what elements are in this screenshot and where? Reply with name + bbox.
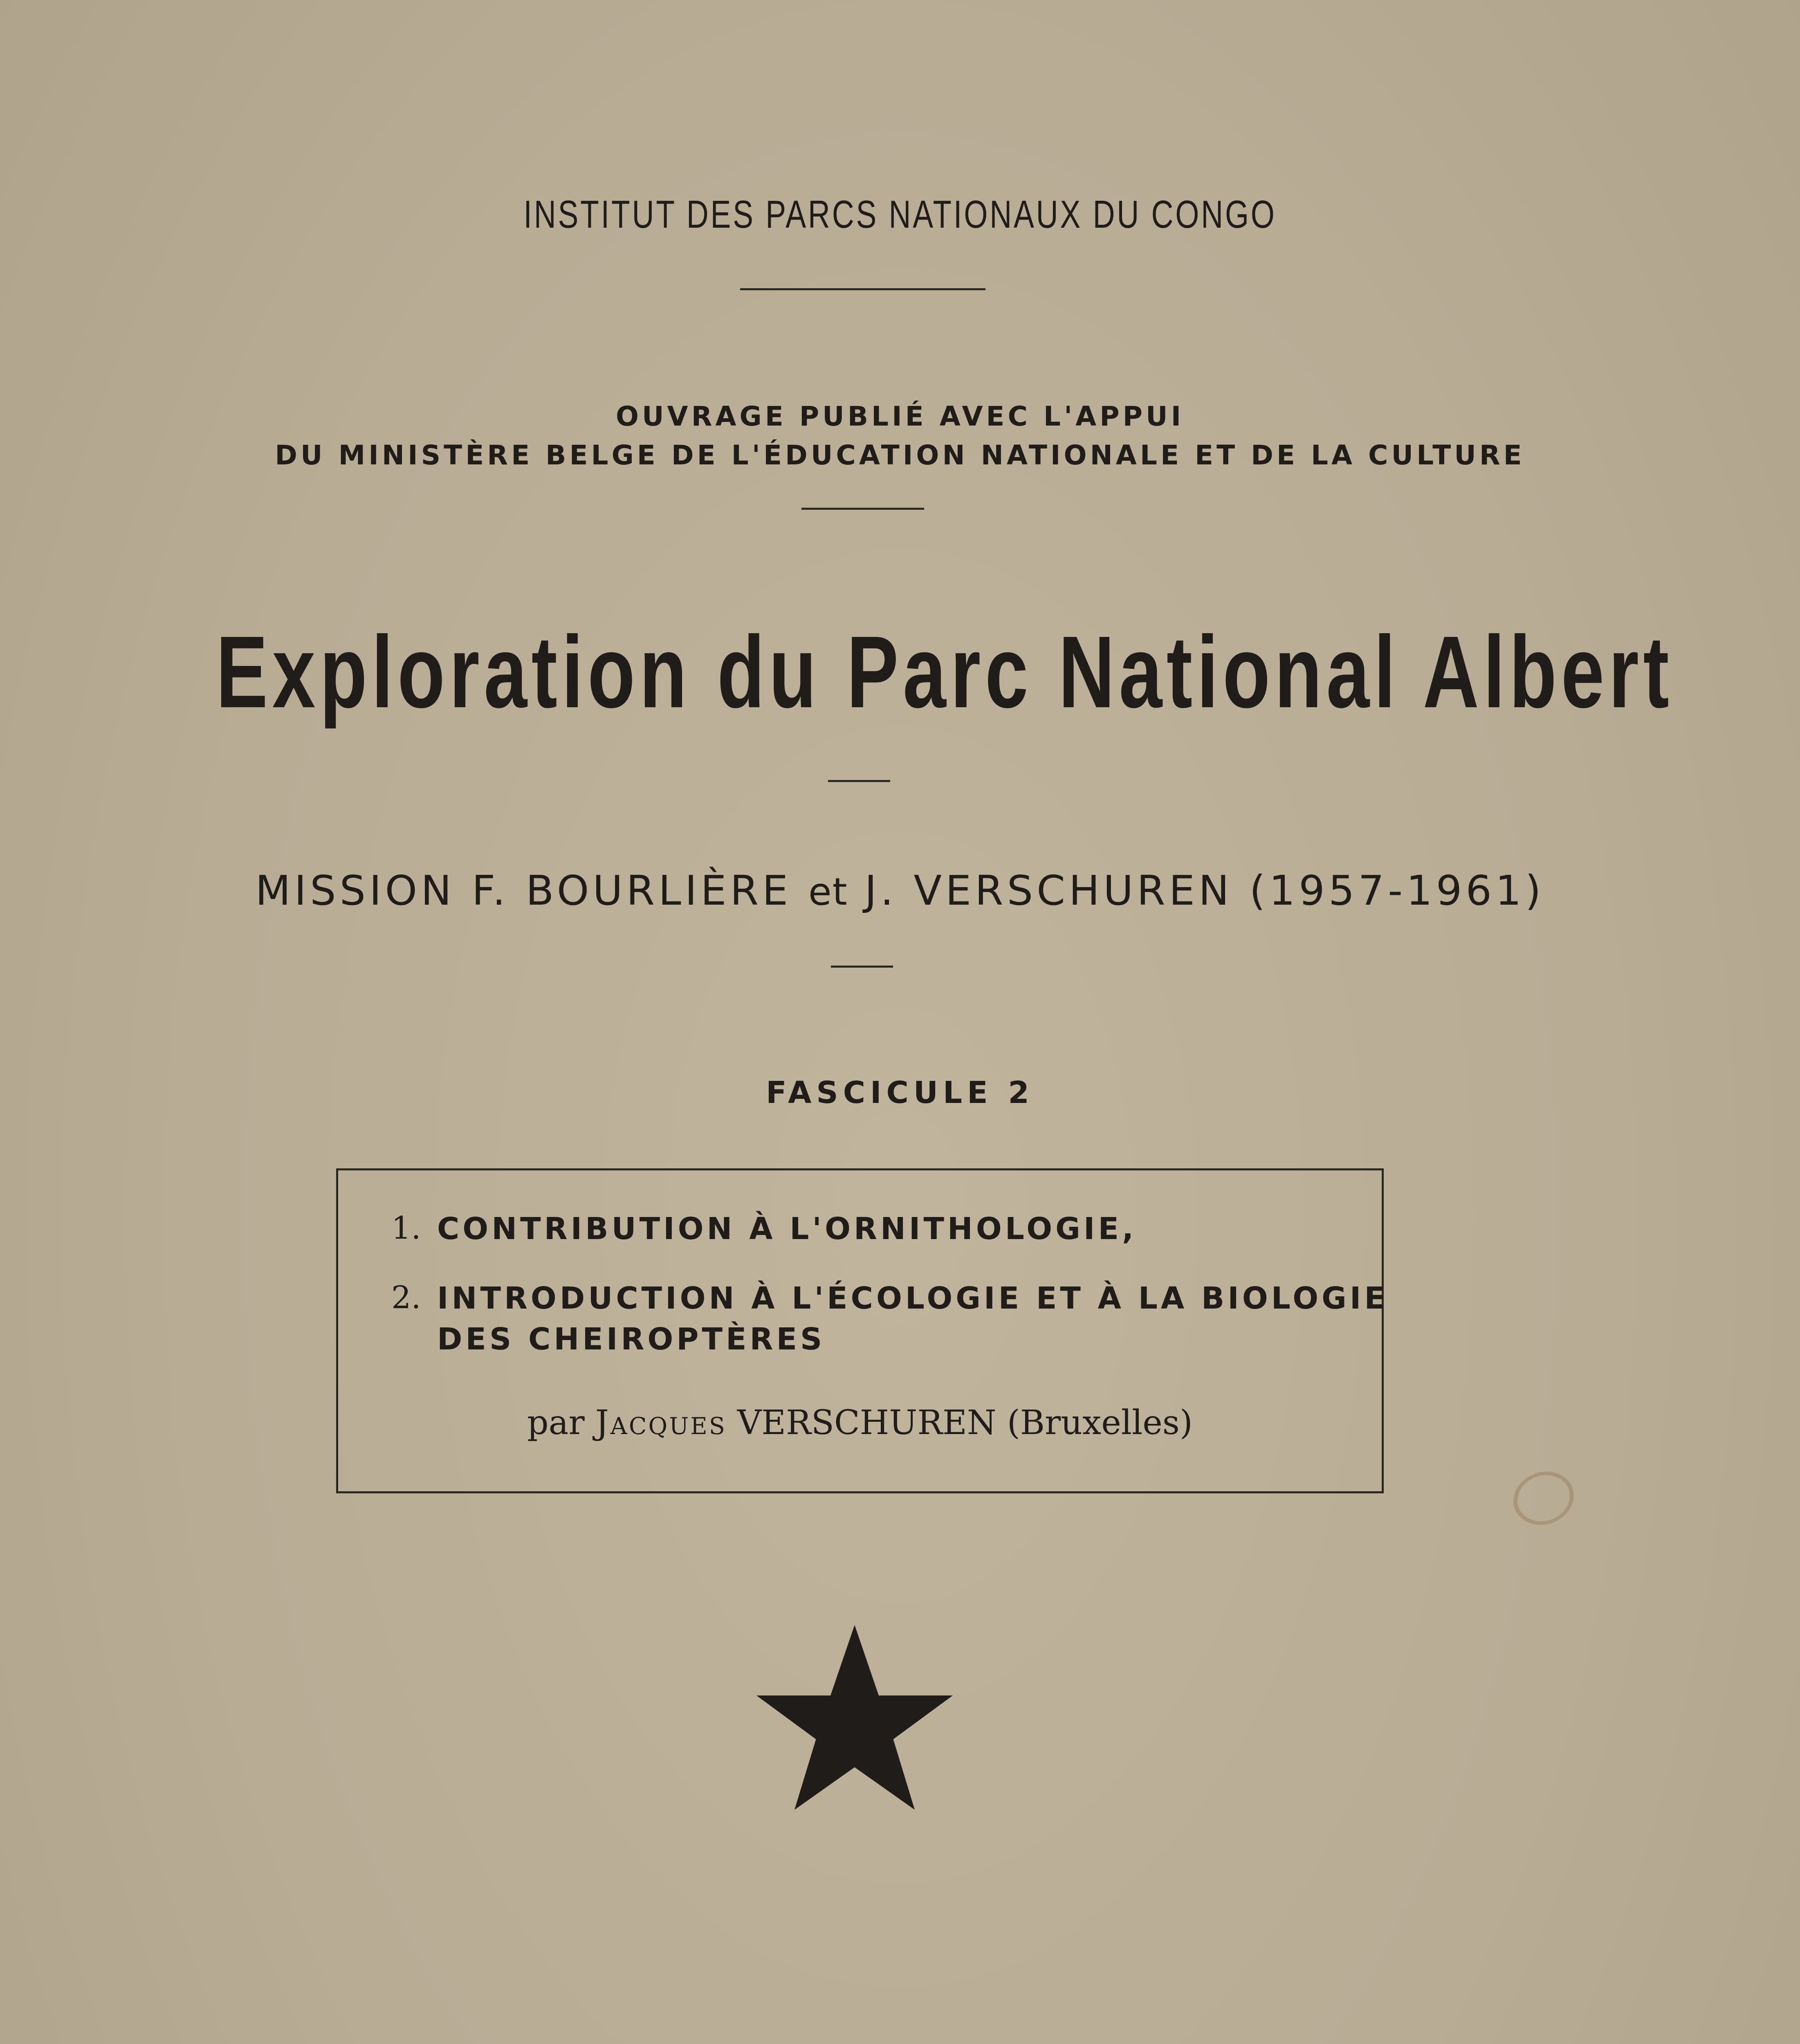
paper-stain [1506,1463,1582,1533]
mission-suffix: J. VERSCHUREN (1957-1961) [864,867,1545,914]
main-title: Exploration du Parc National Albert [216,615,1674,729]
mission-line [0,867,1800,914]
contents-box [336,1168,1388,1493]
item-number: 1. [391,1210,421,1246]
item-text: CONTRIBUTION À L'ORNITHOLOGIE, [437,1211,1137,1246]
institute-name: INSTITUT DES PARCS NATIONAUX DU CONGO [523,193,1277,236]
fascicule-label: FASCICULE 2 [766,1075,1034,1110]
rule-2 [801,508,924,510]
author-byline [338,1403,1382,1442]
item-text-continued: DES CHEIROPTÈRES [437,1322,826,1357]
support-line-2: DU MINISTÈRE BELGE DE L'ÉDUCATION NATIONALE ET DE LA CULTURE [275,439,1525,471]
author-place: (Bruxelles) [1007,1403,1193,1442]
item-number: 2. [391,1279,421,1316]
star-icon [752,1625,957,1821]
author-last-name: VERSCHUREN [737,1403,997,1442]
rule-4 [831,966,893,968]
rule-1 [740,288,985,290]
support-line-1: OUVRAGE PUBLIÉ AVEC L'APPUI [615,401,1185,432]
byline-par: par [527,1403,585,1442]
rule-3 [828,780,890,782]
mission-prefix: MISSION F. BOURLIÈRE [255,867,792,914]
author-first-name: Jacques [595,1403,727,1442]
item-text: INTRODUCTION À L'ÉCOLOGIE ET À LA BIOLOGIE [437,1281,1388,1316]
mission-conjunction: et [808,870,848,914]
